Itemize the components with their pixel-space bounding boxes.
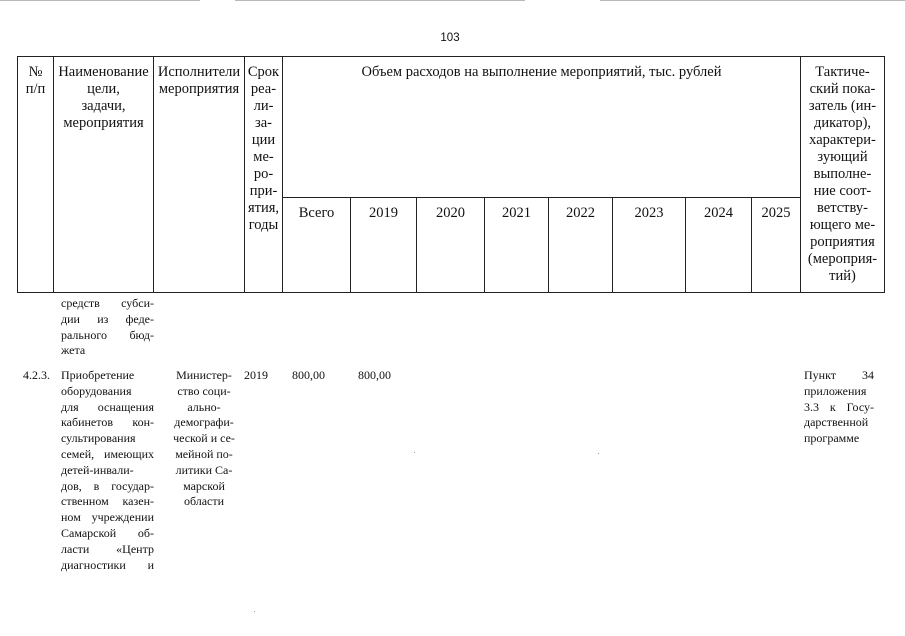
- row-2019: 800,00: [358, 368, 391, 382]
- header-year-2023: 2023: [634, 205, 664, 221]
- row-number: 4.2.3.: [23, 368, 50, 382]
- col-border: [884, 56, 885, 293]
- header-year-2024: 2024: [704, 205, 733, 221]
- header-name: Наименование цели, задачи, мероприятия: [58, 64, 149, 131]
- header-number: № п/п: [25, 64, 46, 97]
- scan-speck: [598, 453, 599, 454]
- header-expenses-title: Объем расходов на выполнение мероприятий, тыс. рублей: [361, 64, 722, 80]
- col-border: [282, 56, 283, 293]
- page-number: 103: [440, 32, 460, 44]
- row-executor: Министер- ство соци- ально- демографи- ческой и се- мейной по- литики Са- марской области: [173, 368, 235, 509]
- scan-edge: [600, 0, 905, 1]
- header-year-2019: 2019: [369, 205, 398, 221]
- row-indicator: Пункт 34 приложения 3.3 к Госу- дарственной программе: [804, 368, 874, 446]
- header-executors: Исполнители мероприятия: [157, 64, 241, 97]
- header-indicator: Тактиче- ский пока- затель (ин- дикатор), характери- зующий выполне- ние соот- ветству- ющего ме- роприятия (мероприя- тий): [807, 64, 878, 284]
- table-bottom-border: [17, 292, 884, 293]
- header-year-2020: 2020: [436, 205, 465, 221]
- header-year-2021: 2021: [502, 205, 531, 221]
- scan-edge: [0, 0, 200, 1]
- header-year-2025: 2025: [761, 205, 791, 221]
- continuation-text: средств субси- дии из феде- рального бюд- жета: [61, 296, 154, 358]
- row-term: 2019: [244, 368, 268, 382]
- header-term: Срок реа- ли- за- ции ме- ро- при- ятия, годы: [247, 64, 280, 233]
- scan-speck: [414, 452, 415, 453]
- header-year-2022: 2022: [566, 205, 595, 221]
- row-total: 800,00: [292, 368, 325, 382]
- row-name: Приобретение оборудования для оснащения кабинетов кон- сультирования семей, имеющих детей-инвали- дов, в государ- ственном казен- ном учреждении Самарской об- ласти «Центр диагностики и: [61, 368, 154, 572]
- scan-speck: [254, 611, 255, 612]
- scan-edge: [235, 0, 525, 1]
- table-top-border: [17, 56, 884, 57]
- years-divider: [282, 197, 801, 198]
- header-year-total: Всего: [298, 205, 335, 221]
